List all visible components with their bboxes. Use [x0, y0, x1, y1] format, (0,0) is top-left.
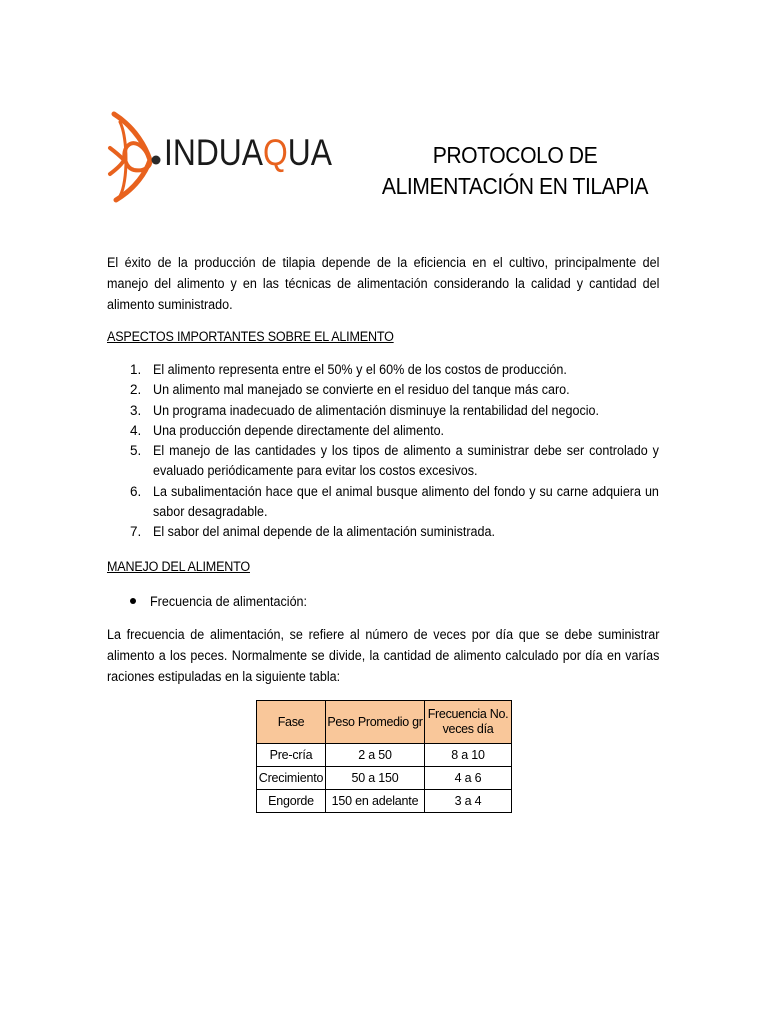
table-row	[257, 767, 512, 790]
intro-paragraph: El éxito de la producción de tilapia depende de la eficiencia en el cultivo, principalmente del manejo del alimento y en las técnicas de alimentación considerando la calidad y cantidad del alimento suministrado.	[107, 255, 660, 312]
table-cell: 150 en adelante	[326, 790, 425, 813]
table-cell: 2 a 50	[326, 744, 425, 767]
list-item: 7. El sabor del animal depende de la alimentación suministrada.	[130, 524, 495, 540]
aspectos-list	[130, 360, 660, 543]
table-cell: 8 a 10	[425, 744, 512, 767]
list-item: 2. Un alimento mal manejado se convierte en el residuo del tanque más caro.	[130, 382, 570, 398]
logo-wordmark: INDUAQUA	[164, 132, 332, 173]
fish-logo-icon	[106, 108, 170, 204]
feeding-table	[256, 700, 512, 813]
table-header-frecuencia: Frecuencia No. veces día	[425, 701, 512, 744]
table-cell: Engorde	[257, 790, 326, 813]
table-row	[257, 790, 512, 813]
list-item: 3. Un programa inadecuado de alimentación disminuye la rentabilidad del negocio.	[130, 402, 599, 418]
table-header-fase: Fase	[257, 701, 326, 744]
frecuencia-paragraph: La frecuencia de alimentación, se refiere al número de veces por día que se debe suministrar alimento a los peces. Normalmente se divide, la cantidad de alimento calculado por día en varías raciones estipuladas en la siguiente tabla:	[107, 627, 660, 684]
list-item: 6. La subalimentación hace que el animal busque alimento del fondo y su carne adquiera un sabor desagradable.	[130, 483, 659, 520]
list-item: 1. El alimento representa entre el 50% y el 60% de los costos de producción.	[130, 362, 567, 377]
section-heading-manejo: MANEJO DEL ALIMENTO	[107, 559, 250, 574]
title-line-2: ALIMENTACIÓN EN TILAPIA	[381, 173, 649, 199]
list-item: 5. El manejo de las cantidades y los tipos de alimento a suministrar debe ser controlado y evaluado periódicamente para evitar los costos excesivos.	[130, 443, 659, 479]
table-cell: 4 a 6	[425, 767, 512, 790]
bullet-dot-icon	[130, 598, 136, 604]
table-cell: Crecimiento	[257, 767, 326, 790]
title-line-1: PROTOCOLO DE	[432, 142, 598, 168]
table-row	[257, 744, 512, 767]
table-cell: Pre-cría	[257, 744, 326, 767]
table-cell: 50 a 150	[326, 767, 425, 790]
table-header-row	[257, 701, 512, 744]
table-header-peso: Peso Promedio gr	[326, 701, 425, 744]
bullet-item-frecuencia: Frecuencia de alimentación:	[130, 592, 319, 612]
table-cell: 3 a 4	[425, 790, 512, 813]
list-item: 4. Una producción depende directamente del alimento.	[130, 422, 445, 438]
document-title	[360, 140, 670, 202]
section-heading-aspectos: ASPECTOS IMPORTANTES SOBRE EL ALIMENTO	[107, 329, 394, 344]
induaqua-logo	[106, 108, 336, 204]
